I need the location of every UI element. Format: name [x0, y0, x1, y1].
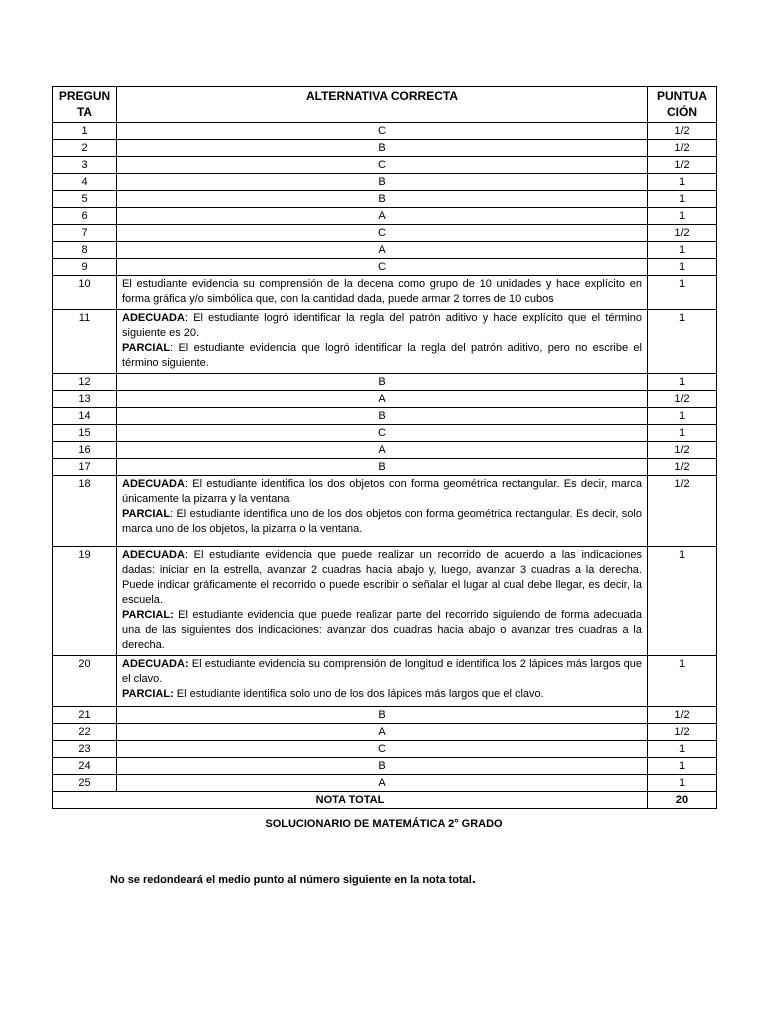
score: 1	[648, 208, 717, 225]
score: 1	[648, 656, 717, 707]
score: 1	[648, 259, 717, 276]
table-row	[53, 724, 717, 741]
text-parcial: El estudiante identifica solo uno de los dos lápices más largos que el clavo.	[173, 688, 544, 700]
question-number: 4	[53, 174, 117, 191]
criteria-adecuada	[122, 311, 642, 341]
text-adecuada: El estudiante evidencia su comprensión de longitud e identifica los 2 lápices más largos que el clavo.	[122, 658, 642, 685]
table-row	[53, 242, 717, 259]
correct-alternative: C	[117, 259, 648, 276]
table-row	[53, 547, 717, 656]
criteria-adecuada	[122, 657, 642, 687]
score: 1	[648, 191, 717, 208]
table-row	[53, 374, 717, 391]
text-parcial: El estudiante evidencia que puede realizar parte del recorrido siguiendo de forma adecuada una de las siguientes dos indicaciones: avanzar dos cuadras hacia abajo o avanzar tres cuadras a la derecha.	[122, 609, 642, 651]
score: 1/2	[648, 140, 717, 157]
table-row	[53, 476, 717, 547]
label-adecuada: ADECUADA:	[122, 658, 189, 670]
score: 1/2	[648, 476, 717, 547]
table-row	[53, 707, 717, 724]
table-row	[53, 259, 717, 276]
correct-alternative: A	[117, 775, 648, 792]
score: 1	[648, 242, 717, 259]
table-row	[53, 391, 717, 408]
question-number: 23	[53, 741, 117, 758]
correct-alternative: B	[117, 459, 648, 476]
rounding-note-text: No se redondeará el medio punto al número siguiente en la nota total	[110, 874, 472, 886]
question-number: 17	[53, 459, 117, 476]
table-row	[53, 157, 717, 174]
correct-alternative: A	[117, 724, 648, 741]
table-row	[53, 656, 717, 707]
question-number: 15	[53, 425, 117, 442]
score: 1/2	[648, 123, 717, 140]
rounding-note-period: .	[471, 870, 476, 886]
total-row	[53, 792, 717, 809]
question-number: 7	[53, 225, 117, 242]
label-adecuada: ADECUADA	[122, 312, 185, 324]
label-adecuada: ADECUADA	[122, 549, 185, 561]
header-puntuacion: PUNTUA CIÓN	[648, 87, 717, 123]
score: 1	[648, 408, 717, 425]
question-number: 2	[53, 140, 117, 157]
label-adecuada: ADECUADA	[122, 478, 185, 490]
score: 1/2	[648, 724, 717, 741]
rounding-note	[110, 870, 476, 886]
score: 1/2	[648, 157, 717, 174]
table-row	[53, 425, 717, 442]
score: 1/2	[648, 707, 717, 724]
question-number: 9	[53, 259, 117, 276]
score: 1	[648, 758, 717, 775]
correct-alternative: B	[117, 140, 648, 157]
header-pregunta: PREGUN TA	[53, 87, 117, 123]
correct-alternative: A	[117, 442, 648, 459]
question-number: 8	[53, 242, 117, 259]
label-parcial: PARCIAL:	[122, 609, 174, 621]
question-number: 10	[53, 276, 117, 310]
correct-alternative: B	[117, 408, 648, 425]
table-row	[53, 225, 717, 242]
text-adecuada: : El estudiante evidencia que puede realizar un recorrido de acuerdo a las indicaciones dadas: iniciar en la estrella, avanzar 2 cuadras hacia abajo y, luego, avanzar 3 cuadras a la derecha. Puede indicar gráficamente el recorrido o puede escribir o señalar el lugar al cual debe llegar, es decir, la escuela.	[122, 549, 642, 606]
table-row	[53, 123, 717, 140]
criteria-description	[117, 656, 648, 707]
score: 1	[648, 425, 717, 442]
question-number: 22	[53, 724, 117, 741]
score: 1/2	[648, 459, 717, 476]
question-number: 3	[53, 157, 117, 174]
table-row	[53, 191, 717, 208]
criteria-parcial	[122, 687, 642, 702]
question-number: 11	[53, 310, 117, 374]
correct-alternative: C	[117, 741, 648, 758]
label-parcial: PARCIAL	[122, 508, 171, 520]
question-number: 1	[53, 123, 117, 140]
score: 1	[648, 310, 717, 374]
table-row	[53, 758, 717, 775]
criteria-parcial	[122, 341, 642, 371]
table-row	[53, 276, 717, 310]
correct-alternative: C	[117, 157, 648, 174]
correct-alternative: A	[117, 208, 648, 225]
correct-alternative: C	[117, 225, 648, 242]
label-parcial: PARCIAL	[122, 342, 171, 354]
question-number: 21	[53, 707, 117, 724]
label-parcial: PARCIAL:	[122, 688, 174, 700]
criteria-parcial	[122, 507, 642, 537]
total-label: NOTA TOTAL	[53, 792, 648, 809]
document-title: SOLUCIONARIO DE MATEMÁTICA 2° GRADO	[265, 818, 503, 830]
criteria-adecuada	[122, 477, 642, 507]
table-row	[53, 459, 717, 476]
criteria-description	[117, 310, 648, 374]
table-row	[53, 741, 717, 758]
score: 1/2	[648, 225, 717, 242]
criteria-description: El estudiante evidencia su comprensión de la decena como grupo de 10 unidades y hace explícito en forma gráfica y/o simbólica que, con la cantidad dada, puede armar 2 torres de 10 cubos	[117, 276, 648, 310]
question-number: 16	[53, 442, 117, 459]
table-row	[53, 408, 717, 425]
question-number: 24	[53, 758, 117, 775]
question-number: 12	[53, 374, 117, 391]
text-parcial: : El estudiante evidencia que logró identificar la regla del patrón aditivo, pero no escribe el término siguiente.	[122, 342, 642, 369]
criteria-description	[117, 547, 648, 656]
table-row	[53, 775, 717, 792]
question-number: 5	[53, 191, 117, 208]
score: 1/2	[648, 391, 717, 408]
score: 1	[648, 374, 717, 391]
question-number: 13	[53, 391, 117, 408]
table-header-row	[53, 87, 717, 123]
correct-alternative: B	[117, 374, 648, 391]
score: 1	[648, 276, 717, 310]
correct-alternative: B	[117, 174, 648, 191]
correct-alternative: B	[117, 707, 648, 724]
question-number: 14	[53, 408, 117, 425]
question-number: 20	[53, 656, 117, 707]
answer-key-table	[52, 86, 717, 809]
correct-alternative: C	[117, 425, 648, 442]
text-adecuada: : El estudiante logró identificar la regla del patrón aditivo y hace explícito que el término siguiente es 20.	[122, 312, 642, 339]
question-number: 25	[53, 775, 117, 792]
text-parcial: : El estudiante identifica uno de los dos objetos con forma geométrica rectangular. Es decir, solo marca uno de los objetos, la pizarra o la ventana.	[122, 508, 642, 535]
criteria-adecuada	[122, 548, 642, 608]
text-adecuada: : El estudiante identifica los dos objetos con forma geométrica rectangular. Es decir, marca únicamente la pizarra y la ventana	[122, 478, 642, 505]
table-row	[53, 442, 717, 459]
score: 1	[648, 741, 717, 758]
criteria-description	[117, 476, 648, 547]
score: 1	[648, 775, 717, 792]
table-row	[53, 140, 717, 157]
correct-alternative: B	[117, 191, 648, 208]
score: 1	[648, 174, 717, 191]
score: 1/2	[648, 442, 717, 459]
question-number: 6	[53, 208, 117, 225]
header-alternativa: ALTERNATIVA CORRECTA	[117, 87, 648, 123]
table-row	[53, 208, 717, 225]
question-number: 18	[53, 476, 117, 547]
correct-alternative: A	[117, 242, 648, 259]
question-number: 19	[53, 547, 117, 656]
score: 1	[648, 547, 717, 656]
table-row	[53, 174, 717, 191]
table-row	[53, 310, 717, 374]
total-value: 20	[648, 792, 717, 809]
correct-alternative: C	[117, 123, 648, 140]
correct-alternative: A	[117, 391, 648, 408]
correct-alternative: B	[117, 758, 648, 775]
criteria-parcial	[122, 608, 642, 653]
